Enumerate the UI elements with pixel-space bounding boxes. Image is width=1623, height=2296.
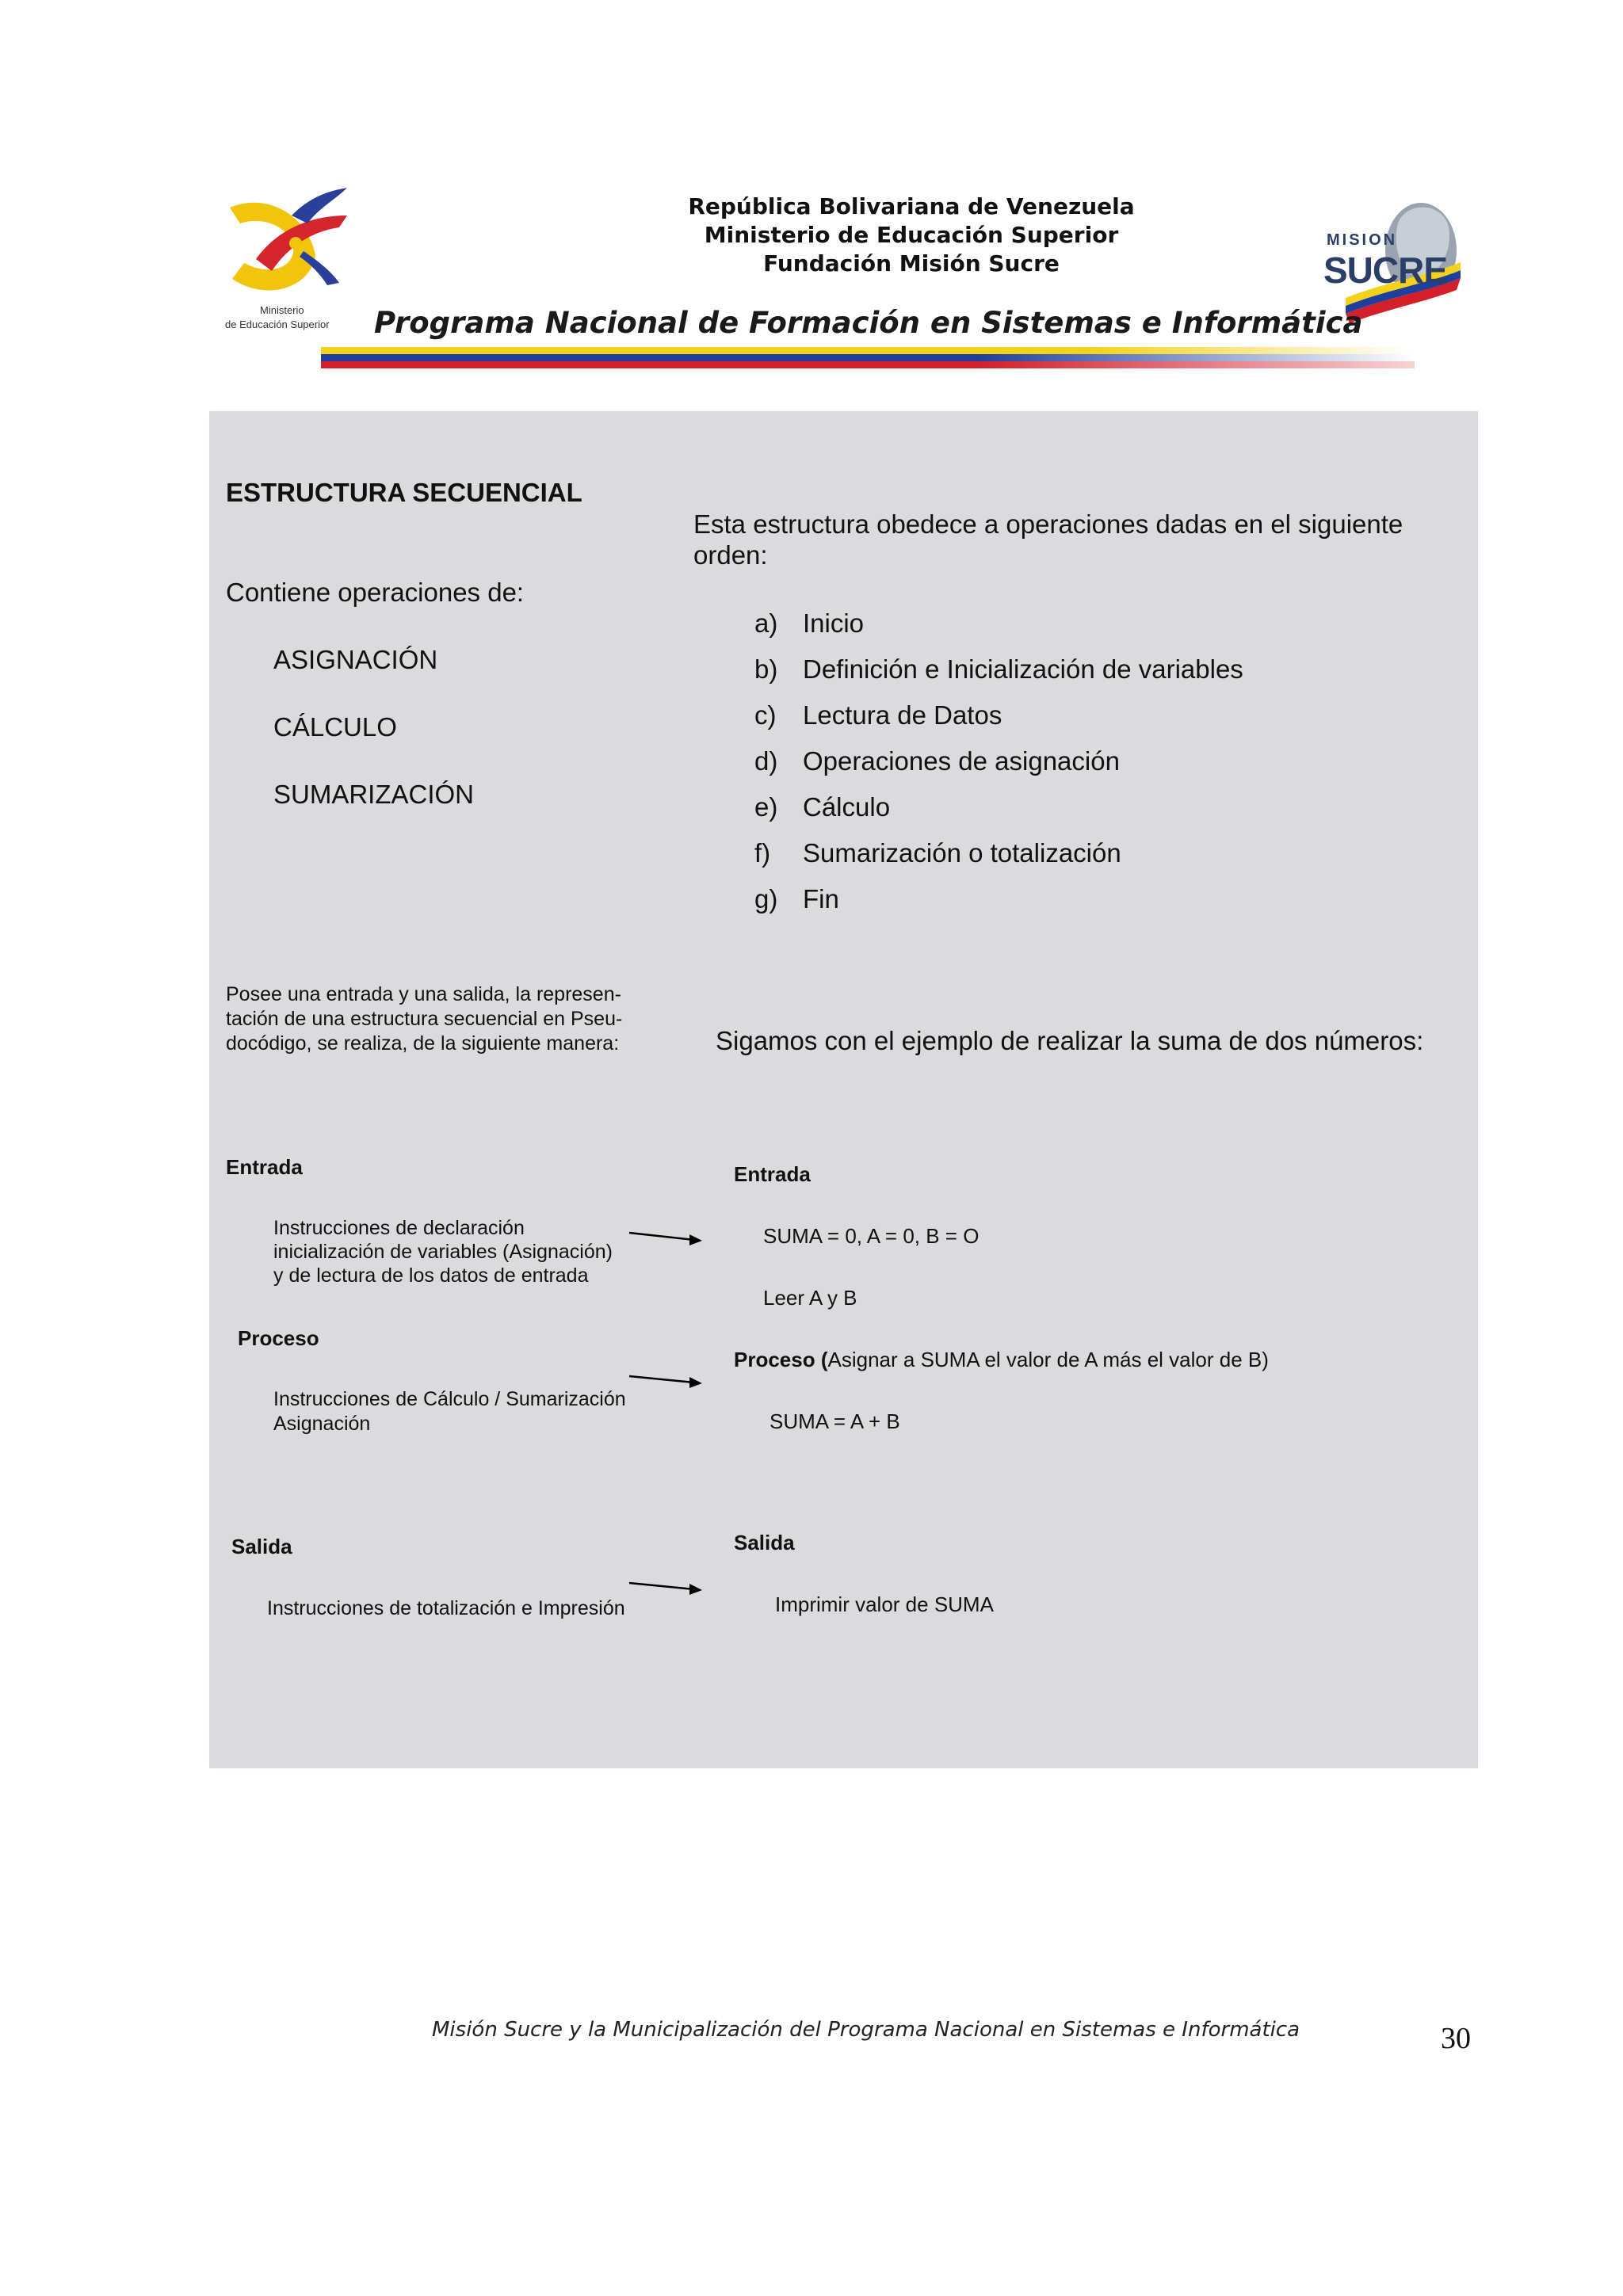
ministry-logo-caption-1: Ministerio (260, 304, 304, 316)
right-entrada-code-1: SUMA = 0, A = 0, B = O (763, 1224, 980, 1248)
right-salida-label: Salida (734, 1531, 795, 1554)
flag-stripe-blue (321, 354, 1415, 361)
ministry-logo (220, 184, 355, 334)
order-item-c: Lectura de Datos (803, 700, 1002, 730)
header-line-1: República Bolivariana de Venezuela (688, 193, 1135, 219)
header-line-3: Fundación Misión Sucre (763, 250, 1060, 277)
order-item-f: Sumarización o totalización (803, 838, 1121, 868)
page-number: 30 (1441, 2022, 1471, 2055)
intro-line-1: Esta estructura obedece a operaciones dadas en el siguiente (693, 509, 1403, 539)
right-proceso-label: Proceso ( (734, 1348, 828, 1371)
pseudo-desc-2: tación de una estructura secuencial en Pseu- (226, 1008, 623, 1030)
right-salida-code: Imprimir valor de SUMA (775, 1592, 994, 1616)
ministry-logo-caption-2: de Educación Superior (225, 318, 330, 330)
pseudo-desc-1: Posee una entrada y una salida, la represen- (226, 983, 621, 1005)
order-letter-e: e) (754, 792, 778, 822)
order-letter-c: c) (754, 700, 777, 730)
pseudo-desc-3: docódigo, se realiza, de la siguiente manera: (226, 1032, 620, 1055)
left-entrada-line-2: inicialización de variables (Asignación) (273, 1241, 613, 1263)
left-entrada-label: Entrada (226, 1155, 303, 1179)
contains-label: Contiene operaciones de: (226, 578, 525, 607)
right-entrada-code-2: Leer A y B (763, 1286, 857, 1310)
arrow-proceso-icon (626, 1371, 705, 1395)
left-proceso-line-1: Instrucciones de Cálculo / Sumarización (273, 1388, 626, 1410)
left-entrada-line-3: y de lectura de los datos de entrada (273, 1264, 589, 1287)
order-item-e: Cálculo (803, 792, 891, 822)
left-salida-label: Salida (231, 1535, 292, 1558)
order-item-d: Operaciones de asignación (803, 746, 1120, 776)
right-proceso-rest: Asignar a SUMA el valor de A más el valor de B) (827, 1348, 1269, 1371)
mision-logo-bottom: SUCRE (1323, 250, 1448, 291)
intro-line-2: orden: (693, 540, 768, 570)
right-proceso (734, 1348, 1269, 1372)
arrow-entrada-icon (626, 1228, 705, 1252)
header-line-2: Ministerio de Educación Superior (704, 222, 1119, 248)
order-item-g: Fin (803, 884, 839, 913)
operation-sumarizacion: SUMARIZACIÓN (273, 780, 475, 809)
order-letter-f: f) (754, 838, 771, 868)
footer-text: Misión Sucre y la Municipalización del Programa Nacional en Sistemas e Informática (432, 2018, 1300, 2042)
arrow-salida-icon (626, 1578, 705, 1602)
right-entrada-label: Entrada (734, 1162, 811, 1186)
order-letter-b: b) (754, 654, 778, 684)
order-item-b: Definición e Inicialización de variables (803, 654, 1243, 684)
ministry-logo-icon (220, 184, 355, 303)
order-letter-g: g) (754, 884, 778, 913)
right-proceso-code: SUMA = A + B (769, 1409, 900, 1433)
left-proceso-line-2: Asignación (273, 1413, 371, 1435)
example-intro: Sigamos con el ejemplo de realizar la suma de dos números: (716, 1026, 1424, 1055)
left-salida-line-1: Instrucciones de totalización e Impresión (267, 1597, 625, 1619)
order-letter-d: d) (754, 746, 778, 776)
order-letter-a: a) (754, 608, 778, 638)
operation-calculo: CÁLCULO (273, 712, 397, 742)
left-entrada-line-1: Instrucciones de declaración (273, 1217, 525, 1239)
left-proceso-label: Proceso (238, 1326, 319, 1350)
flag-stripe-red (321, 361, 1415, 368)
section-title: ESTRUCTURA SECUENCIAL (226, 478, 582, 507)
flag-stripe-yellow (321, 347, 1415, 354)
program-title: Programa Nacional de Formación en Sistemas e Informática (374, 306, 1363, 340)
mision-logo-top: MISION (1327, 231, 1398, 249)
order-item-a: Inicio (803, 608, 865, 638)
operation-asignacion: ASIGNACIÓN (273, 645, 438, 674)
